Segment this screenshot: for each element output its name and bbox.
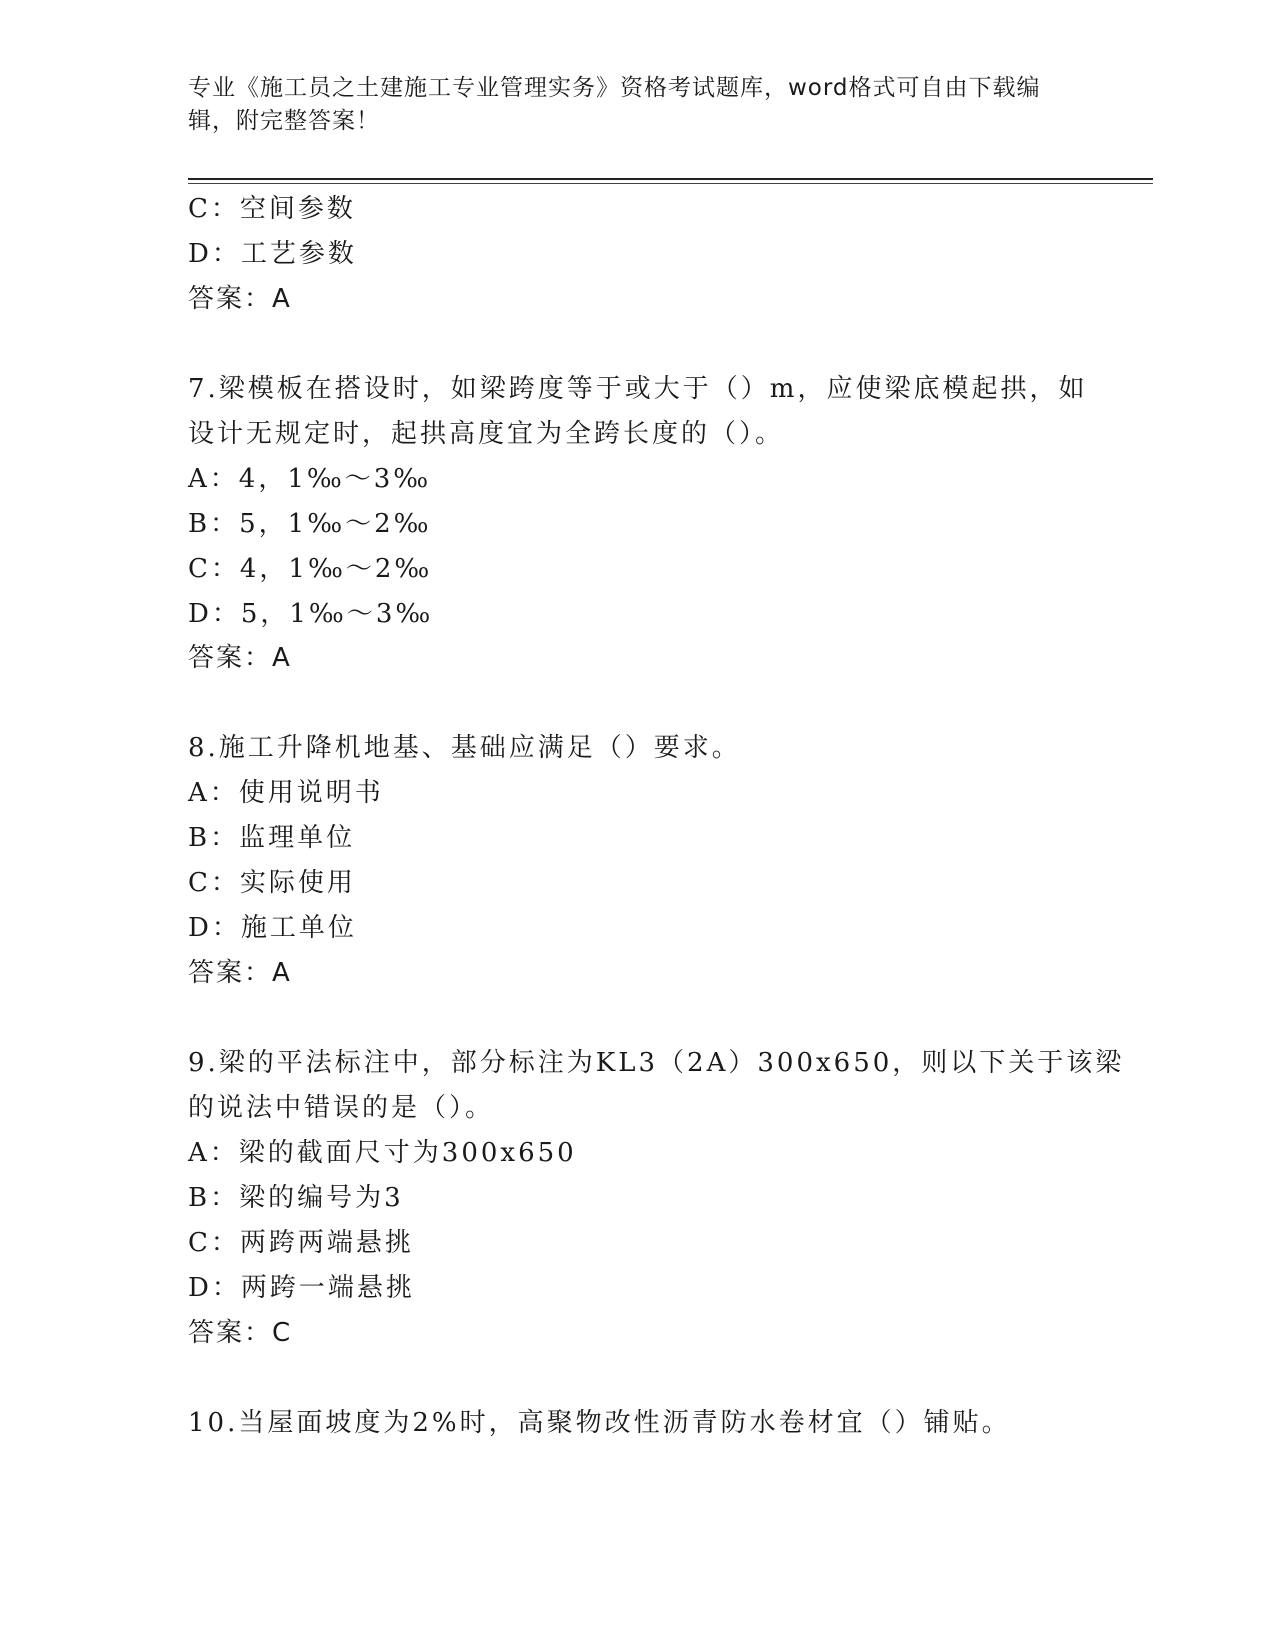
q7-option-d: D：5，1‰～3‰ — [188, 599, 434, 629]
q9-stem-line-2: 的说法中错误的是（）。 — [188, 1093, 495, 1123]
q8-option-a: A：使用说明书 — [188, 778, 384, 808]
header-line-2: 辑，附完整答案！ — [188, 108, 380, 134]
q9-option-d: D：两跨一端悬挑 — [188, 1273, 415, 1303]
q8-option-c: C：实际使用 — [188, 868, 356, 898]
q9-stem-line-1: 9.梁的平法标注中，部分标注为KL3（2A）300x650，则以下关于该梁 — [188, 1048, 1125, 1078]
q9-option-b: B：梁的编号为3 — [188, 1183, 404, 1213]
q7-option-b: B：5，1‰～2‰ — [188, 509, 432, 539]
q6-option-c: C：空间参数 — [188, 194, 356, 224]
header-rule-thick — [188, 178, 1153, 180]
q8-answer: 答案：A — [188, 958, 292, 988]
q7-option-a: A：4，1‰～3‰ — [188, 464, 432, 494]
q7-stem-line-2: 设计无规定时，起拱高度宜为全跨长度的（）。 — [188, 419, 785, 449]
q9-option-a: A：梁的截面尺寸为300x650 — [188, 1138, 577, 1168]
q6-answer: 答案：A — [188, 284, 292, 314]
header-line-1: 专业《施工员之土建施工专业管理实务》资格考试题库，word格式可自由下载编 — [188, 75, 1041, 101]
header-rule-thin — [188, 183, 1153, 184]
q7-answer: 答案：A — [188, 643, 292, 673]
q7-stem-line-1: 7.梁模板在搭设时，如梁跨度等于或大于（）m，应使梁底模起拱，如 — [188, 374, 1088, 404]
page-header — [188, 72, 1078, 138]
q6-option-d: D：工艺参数 — [188, 239, 357, 269]
q8-option-b: B：监理单位 — [188, 823, 356, 853]
q10-stem-line-1: 10.当屋面坡度为2%时，高聚物改性沥青防水卷材宜（）铺贴。 — [188, 1408, 1011, 1438]
q8-stem-line-1: 8.施工升降机地基、基础应满足（）要求。 — [188, 733, 741, 763]
q7-option-c: C：4，1‰～2‰ — [188, 554, 433, 584]
q9-option-c: C：两跨两端悬挑 — [188, 1228, 414, 1258]
q8-option-d: D：施工单位 — [188, 913, 357, 943]
q9-answer: 答案：C — [188, 1318, 293, 1348]
